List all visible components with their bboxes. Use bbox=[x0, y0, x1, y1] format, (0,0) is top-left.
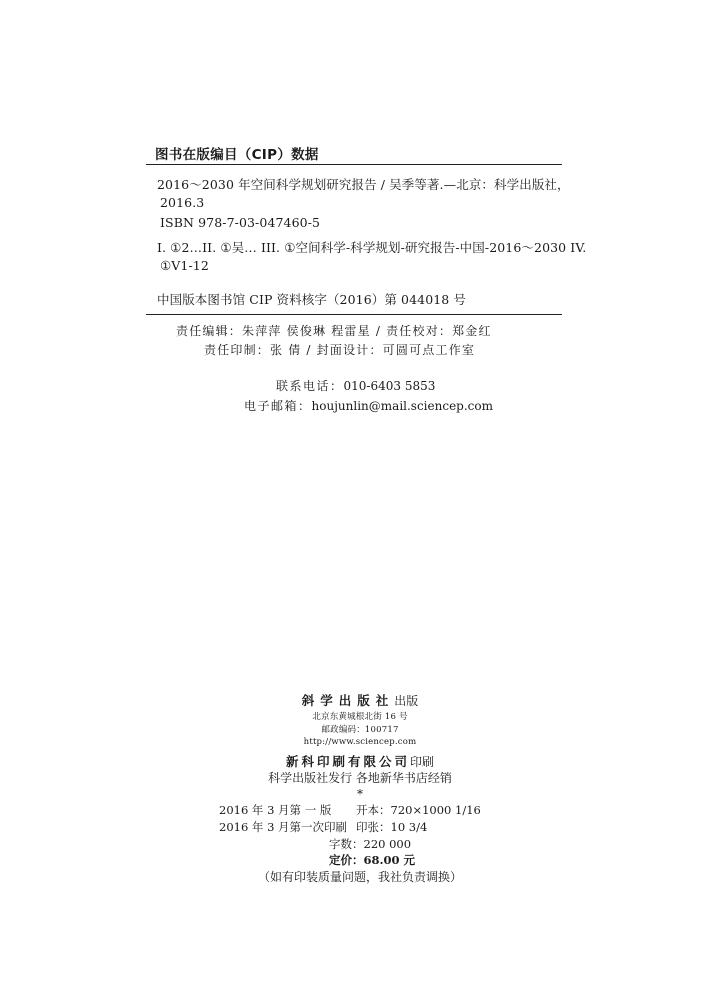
spec-price: 定价：68.00 元 bbox=[329, 853, 416, 867]
cip-line-record-number: 中国版本图书馆 CIP 资料核字（2016）第 044018 号 bbox=[157, 292, 467, 307]
spec-edition: 2016 年 3 月第 一 版 bbox=[219, 803, 332, 817]
printer-name: 新科印刷有限公司 bbox=[285, 754, 410, 769]
bottom-rule bbox=[146, 314, 562, 315]
cip-line-isbn: ISBN 978-7-03-047460-5 bbox=[160, 215, 321, 230]
publisher-suffix: 出版 bbox=[394, 694, 419, 708]
credits-production: 责任印制：张 倩 / 封面设计：可圆可点工作室 bbox=[204, 343, 476, 357]
publisher-name: 斜学出版社 bbox=[301, 693, 395, 708]
publisher-url: http://www.sciencep.com bbox=[303, 737, 417, 747]
separator-star: * bbox=[357, 787, 363, 801]
cip-line-title: 2016～2030 年空间科学规划研究报告 / 吴季等著.—北京：科学出版社， bbox=[157, 177, 570, 192]
phone-value: 010-6403 5853 bbox=[343, 379, 436, 393]
spec-words: 字数：220 000 bbox=[329, 837, 412, 851]
spec-sheets: 印张：10 3/4 bbox=[356, 820, 428, 834]
spec-printing: 2016 年 3 月第一次印刷 bbox=[219, 820, 348, 834]
top-rule bbox=[146, 164, 562, 165]
publisher-address: 北京东黄城根北街 16 号 bbox=[312, 712, 408, 722]
quality-notice: （如有印装质量问题，我社负责调换） bbox=[257, 870, 462, 884]
phone-label: 联系电话： bbox=[276, 379, 344, 393]
cip-line-year: 2016.3 bbox=[160, 195, 205, 210]
spec-format: 开本：720×1000 1/16 bbox=[356, 803, 481, 817]
cip-line-classification: I. ①2…II. ①吴… III. ①空间科学-科学规划-研究报告-中国-2016～2030 IV. bbox=[157, 240, 587, 255]
email-label: 电子邮箱： bbox=[244, 399, 312, 413]
cip-line-class-code: ①V1-12 bbox=[160, 258, 209, 273]
printer-line bbox=[0, 751, 720, 770]
email-value: houjunlin@mail.sciencep.com bbox=[311, 399, 493, 413]
printer-suffix: 印刷 bbox=[410, 755, 435, 769]
credits-editors: 责任编辑：朱萍萍 侯俊琳 程雷星 / 责任校对：郑金红 bbox=[176, 324, 492, 338]
publisher-line bbox=[0, 690, 720, 709]
contact-phone bbox=[276, 377, 435, 394]
distribution-line: 科学出版社发行 各地新华书店经销 bbox=[268, 771, 452, 785]
contact-email bbox=[244, 397, 493, 414]
cip-heading: 图书在版编目（CIP）数据 bbox=[155, 147, 319, 163]
publisher-postcode: 邮政编码：100717 bbox=[321, 725, 399, 735]
